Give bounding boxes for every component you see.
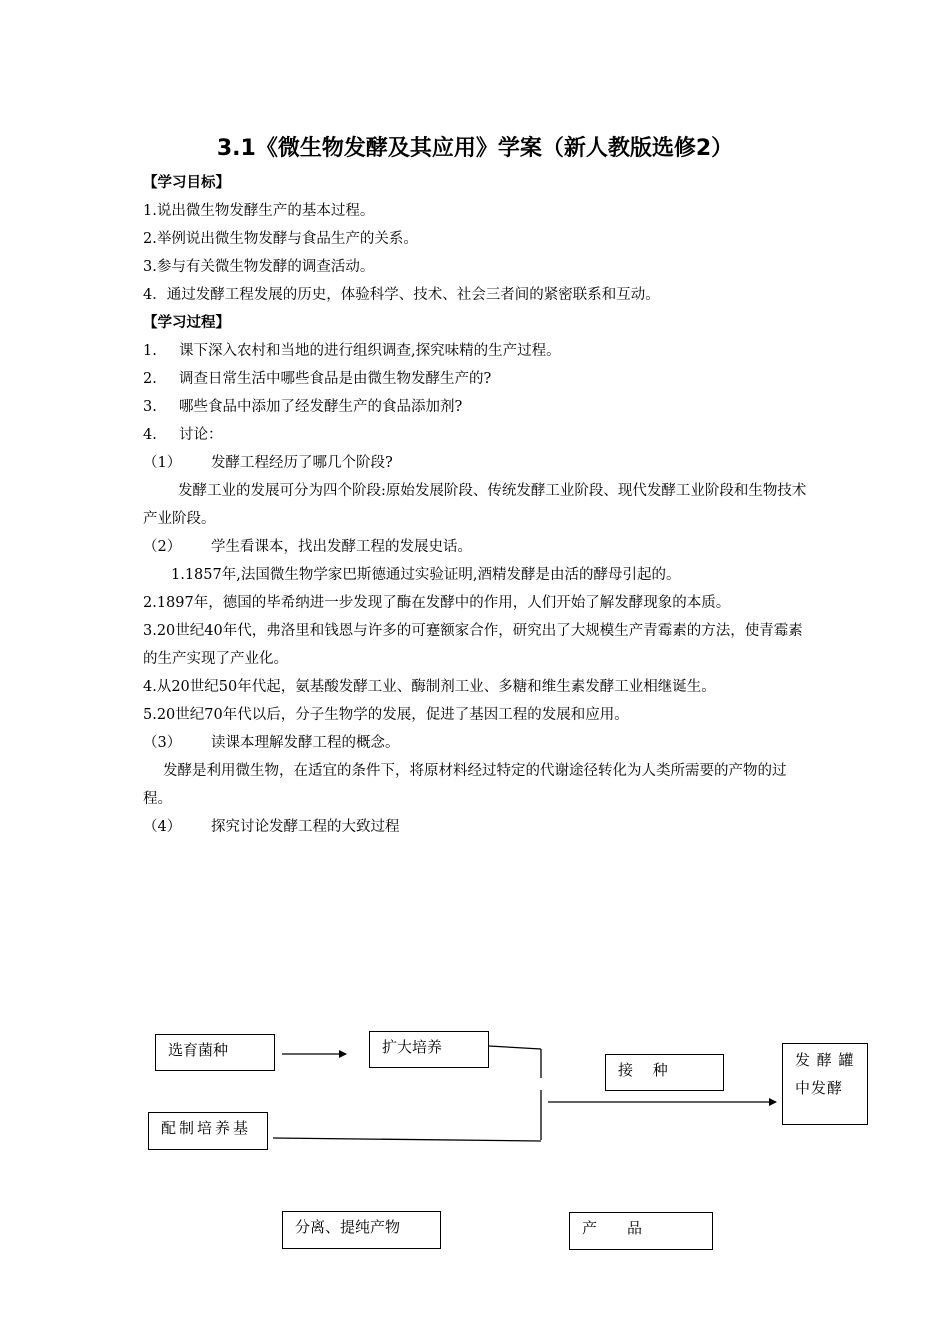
question-text: 学生看课本，找出发酵工程的发展史话。 [211,539,472,555]
step-text: 哪些食品中添加了经发酵生产的食品添加剂? [179,399,463,415]
question-number: （1） [143,455,182,471]
box-prepare-medium: 配制培养基 [148,1112,268,1150]
history-item: 3.20世纪40年代，弗洛里和钱恩与许多的可蹇额家合作，研究出了大规模生产青霉素的方法，使青霉素的生产实现了产业化。 [143,623,803,667]
step-number: 4. [143,427,157,443]
question-4 [143,813,400,841]
connector-medium [273,1138,541,1141]
page-title: 3.1《微生物发酵及其应用》学案（新人教版选修2） [216,136,734,161]
box-inoculate: 接 种 [605,1054,724,1091]
goals-heading: 【学习目标】 [143,175,230,191]
question-text: 读课本理解发酵工程的概念。 [211,735,400,751]
goal-item: 3.参与有关微生物发酵的调查活动。 [143,259,375,275]
question-number: （4） [143,819,182,835]
box-product: 产 品 [569,1212,713,1250]
history-item: 5.20世纪70年代以后，分子生物学的发展，促进了基因工程的发展和应用。 [143,707,629,723]
process-step [143,337,561,365]
process-step [143,393,462,421]
step-number: 2. [143,371,157,387]
box-select-strain: 选育菌种 [155,1034,275,1071]
step-number: 1. [143,343,157,359]
answer-1: 发酵工业的发展可分为四个阶段:原始发展阶段、传统发酵工业阶段、现代发酵工业阶段和生物技术产业阶段。 [143,483,807,527]
connector-expand [489,1046,541,1049]
goal-item: 2.举例说出微生物发酵与食品生产的关系。 [143,231,418,247]
step-text: 讨论： [179,427,223,443]
question-number: （2） [143,539,182,555]
question-text: 探究讨论发酵工程的大致过程 [211,819,400,835]
question-3 [143,729,400,757]
process-step [143,365,491,393]
question-1 [143,449,393,477]
step-text: 课下深入农村和当地的进行组织调查,探究味精的生产过程。 [179,343,561,359]
question-2 [143,533,472,561]
box-expand-culture: 扩大培养 [369,1031,489,1068]
box-fermenter: 发 酵 罐 中发酵 [782,1043,868,1125]
box-separate-purify: 分离、提纯产物 [282,1211,441,1249]
step-text: 调查日常生活中哪些食品是由微生物发酵生产的? [179,371,492,387]
history-item: 1.1857年,法国微生物学家巴斯德通过实验证明,酒精发酵是由活的酵母引起的。 [171,567,681,583]
answer-3: 发酵是利用微生物，在适宜的条件下，将原材料经过特定的代谢途径转化为人类所需要的产物的过程。 [143,763,787,807]
goal-item: 4．通过发酵工程发展的历史，体验科学、技术、社会三者间的紧密联系和互动。 [143,287,660,303]
question-number: （3） [143,735,182,751]
history-item: 4.从20世纪50年代起，氨基酸发酵工业、酶制剂工业、多糖和维生素发酵工业相继诞生。 [143,679,716,695]
process-step [143,421,223,449]
step-number: 3. [143,399,157,415]
history-item: 2.1897年，德国的毕希纳进一步发现了酶在发酵中的作用，人们开始了解发酵现象的本质。 [143,595,731,611]
process-heading: 【学习过程】 [143,315,230,331]
question-text: 发酵工程经历了哪几个阶段? [211,455,393,471]
goal-item: 1.说出微生物发酵生产的基本过程。 [143,203,375,219]
